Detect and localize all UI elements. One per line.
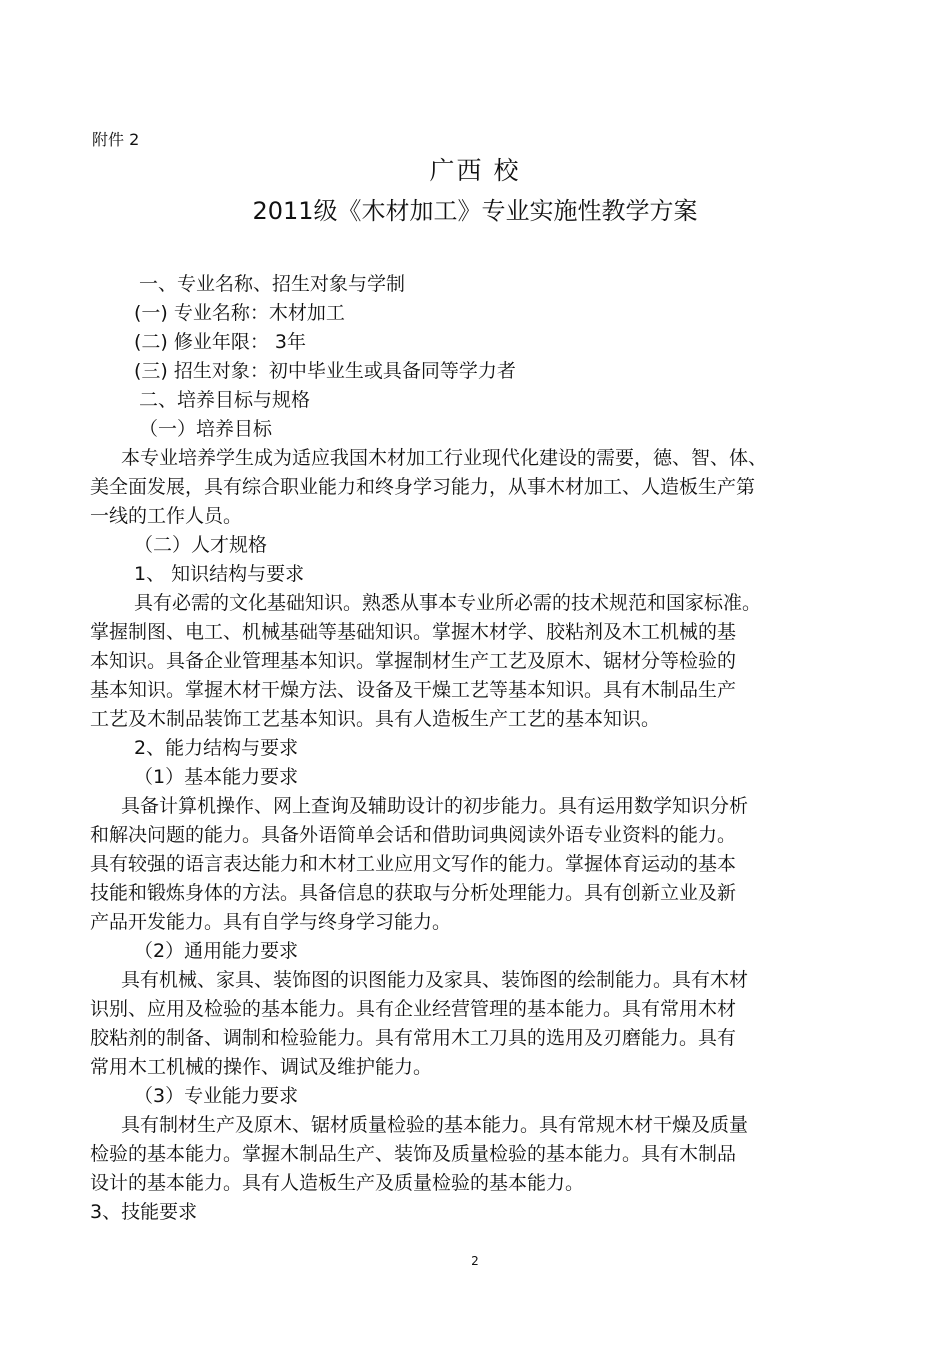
paragraph-line: 基本知识。掌握木材干燥方法、设备及干燥工艺等基本知识。具有木制品生产 [90,679,737,701]
body-line: (一) 专业名称：木材加工 [134,302,345,324]
paragraph-line: 一线的工作人员。 [90,505,243,527]
section-heading: 二、培养目标与规格 [139,389,311,411]
subsection-heading: （3）专业能力要求 [134,1085,299,1107]
page-number: 2 [471,1254,479,1268]
document-title-plan: 2011级《木材加工》专业实施性教学方案 [252,197,698,225]
paragraph-line: 产品开发能力。具有自学与终身学习能力。 [90,911,452,933]
paragraph-line: 本专业培养学生成为适应我国木材加工行业现代化建设的需要，德、智、体、 [121,447,768,469]
paragraph-line: 美全面发展，具有综合职业能力和终身学习能力，从事木材加工、人造板生产第 [90,476,756,498]
section-heading: 一、专业名称、招生对象与学制 [139,273,406,295]
paragraph-line: 胶粘剂的制备、调制和检验能力。具有常用木工刀具的选用及刃磨能力。具有 [90,1027,737,1049]
document-title-school: 广西 校 [429,156,521,185]
paragraph-line: 检验的基本能力。掌握木制品生产、装饰及质量检验的基本能力。具有木制品 [90,1143,737,1165]
paragraph-line: 和解决问题的能力。具备外语简单会话和借助词典阅读外语专业资料的能力。 [90,824,737,846]
paragraph-line: 常用木工机械的操作、调试及维护能力。 [90,1056,433,1078]
subsection-heading: 2、能力结构与要求 [134,737,299,759]
subsection-heading: （2）通用能力要求 [134,940,299,962]
body-line: (二) 修业年限： 3年 [134,331,306,353]
subsection-heading: （一）培养目标 [139,418,273,440]
paragraph-line: 设计的基本能力。具有人造板生产及质量检验的基本能力。 [90,1172,585,1194]
paragraph-line: 具有较强的语言表达能力和木材工业应用文写作的能力。掌握体育运动的基本 [90,853,737,875]
paragraph-line: 具有必需的文化基础知识。熟悉从事本专业所必需的技术规范和国家标准。 [134,592,762,614]
subsection-heading: 1、 知识结构与要求 [134,563,305,585]
paragraph-line: 本知识。具备企业管理基本知识。掌握制材生产工艺及原木、锯材分等检验的 [90,650,737,672]
subsection-heading: 3、技能要求 [90,1201,198,1223]
body-line: (三) 招生对象：初中毕业生或具备同等学力者 [134,360,516,382]
paragraph-line: 具备计算机操作、网上查询及辅助设计的初步能力。具有运用数学知识分析 [121,795,749,817]
paragraph-line: 具有制材生产及原木、锯材质量检验的基本能力。具有常规木材干燥及质量 [121,1114,749,1136]
subsection-heading: （1）基本能力要求 [134,766,299,788]
attachment-label: 附件 2 [92,130,140,149]
paragraph-line: 识别、应用及检验的基本能力。具有企业经营管理的基本能力。具有常用木材 [90,998,737,1020]
paragraph-line: 技能和锻炼身体的方法。具备信息的获取与分析处理能力。具有创新立业及新 [90,882,737,904]
paragraph-line: 具有机械、家具、装饰图的识图能力及家具、装饰图的绘制能力。具有木材 [121,969,749,991]
paragraph-line: 工艺及木制品装饰工艺基本知识。具有人造板生产工艺的基本知识。 [90,708,661,730]
subsection-heading: （二）人才规格 [134,534,268,556]
paragraph-line: 掌握制图、电工、机械基础等基础知识。掌握木材学、胶粘剂及木工机械的基 [90,621,737,643]
